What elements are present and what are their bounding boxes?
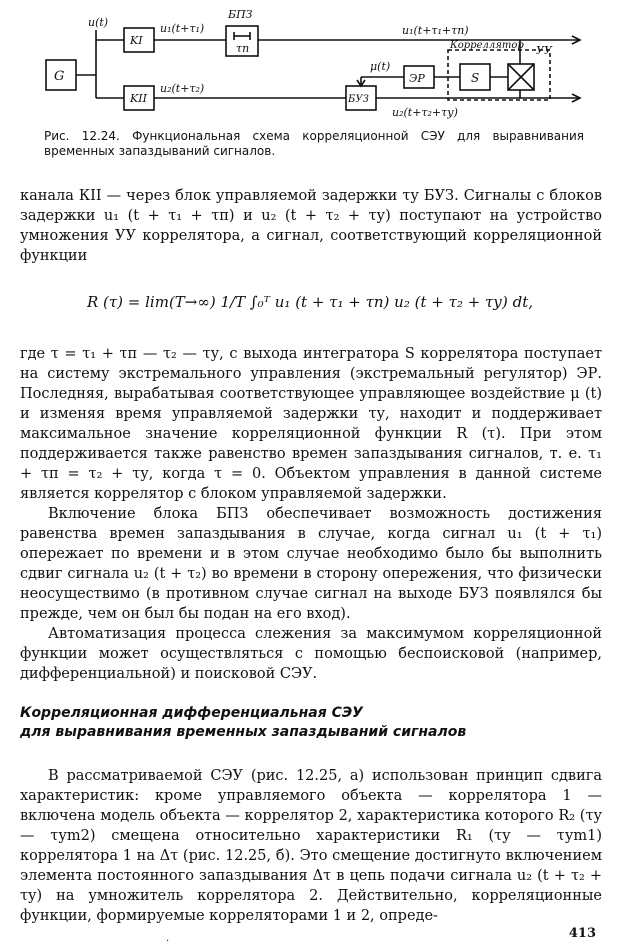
uu-label: УУ — [536, 44, 552, 57]
section-heading-line1: Корреляционная дифференциальная СЭУ — [20, 705, 363, 721]
page-dot: · — [166, 936, 170, 947]
output1-label: u₁(t+τ₁+τп) — [402, 24, 469, 37]
section-heading-line2: для выравнивания временных запаздываний сигналов — [20, 724, 467, 740]
functional-diagram — [30, 4, 590, 124]
paragraph-2-text: где τ = τ₁ + τп — τ₂ — τу, с выхода интегратора S коррелятора поступает на систему экстремального управления (экстремальный регулятор) ЭР. Последняя, вырабатывая соответствующее управляющее воздействие μ (t) и изменяя время управляемой задержки τу, находит и поддерживает максимальное значение корреляционной функции R (τ). При этом поддерживается также равенство времен запаздывания сигналов, т. е. τ₁ + τп = τ₂ + τу, когда τ = 0. Объектом управления в данной системе является коррелятор с блоком управляемой задержки. — [20, 346, 602, 502]
tau-n-label: τп — [236, 42, 250, 55]
buz-label: БУЗ — [348, 94, 369, 105]
section-heading — [20, 704, 602, 742]
figure-caption: Рис. 12.24. Функциональная схема корреляционной СЭУ для выравнивания временных запаздываний сигналов. — [44, 129, 584, 158]
paragraph-1-text: канала КII — через блок управляемой задержки τу БУЗ. Сигналы с блоков задержки u₁ (t + τ₁ + τп) и u₂ (t + τ₂ + τу) поступают на устройство умножения УУ коррелятора, а сигнал, соответствующий корреляционной функции — [20, 188, 602, 264]
paragraph-1 — [20, 186, 602, 266]
k1-output-label: u₁(t+τ₁) — [160, 22, 205, 35]
paragraph-5 — [20, 766, 602, 926]
page-number: 413 — [568, 926, 596, 941]
gen-label: G — [54, 69, 65, 84]
paragraph-2 — [20, 344, 602, 504]
bpz-label: БПЗ — [228, 8, 253, 21]
k2-label: KII — [130, 92, 147, 105]
correlation-formula: R (τ) = lim(T→∞) 1/T ∫₀ᵀ u₁ (t + τ₁ + τп) u₂ (t + τ₂ + τу) dt, — [86, 293, 534, 311]
er-label: ЭР — [409, 72, 425, 85]
mu-label: μ(t) — [370, 60, 391, 73]
output2-label: u₂(t+τ₂+τу) — [392, 106, 458, 119]
paragraph-5-text: В рассматриваемой СЭУ (рис. 12.25, а) использован принцип сдвига характеристик: кроме управляемого объекта — коррелятора 1 — включена модель объекта — коррелятор 2, характеристика которого R₂ (τу — τуm2) смещена относительно характеристики R₁ (τу — τуm1) коррелятора 1 на Δτ (рис. 12.25, б). Это смещение достигнуто включением элемента постоянного запаздывания Δτ в цепь подачи сигнала u₂ (t + τ₂ + τу) на умножитель коррелятора 2. Действительно, корреляционные функции, формируемые корреляторами 1 и 2, опреде- — [20, 768, 602, 924]
s-label: S — [471, 71, 480, 85]
paragraph-3 — [20, 504, 602, 624]
k1-label: KI — [130, 34, 143, 47]
paragraph-3-text: Включение блока БПЗ обеспечивает возможность достижения равенства времен запаздывания в случае, когда сигнал u₁ (t + τ₁) опережает по времени и в этом случае необходимо было бы выполнить сдвиг сигнала u₂ (t + τ₂) во времени в сторону опережения, что физически неосуществимо (в противном случае сигнал на выходе БУЗ появлялся бы прежде, чем он был бы подан на его вход). — [20, 506, 602, 622]
k2-output-label: u₂(t+τ₂) — [160, 82, 205, 95]
paragraph-4 — [20, 624, 602, 684]
paragraph-4-text: Автоматизация процесса слежения за максимумом корреляционной функции может осуществляться с помощью беспоисковой (например, дифференциальной) и поисковой СЭУ. — [20, 626, 602, 682]
ut-label: u(t) — [88, 16, 109, 29]
correlator-label: Корреллятор — [450, 40, 524, 51]
